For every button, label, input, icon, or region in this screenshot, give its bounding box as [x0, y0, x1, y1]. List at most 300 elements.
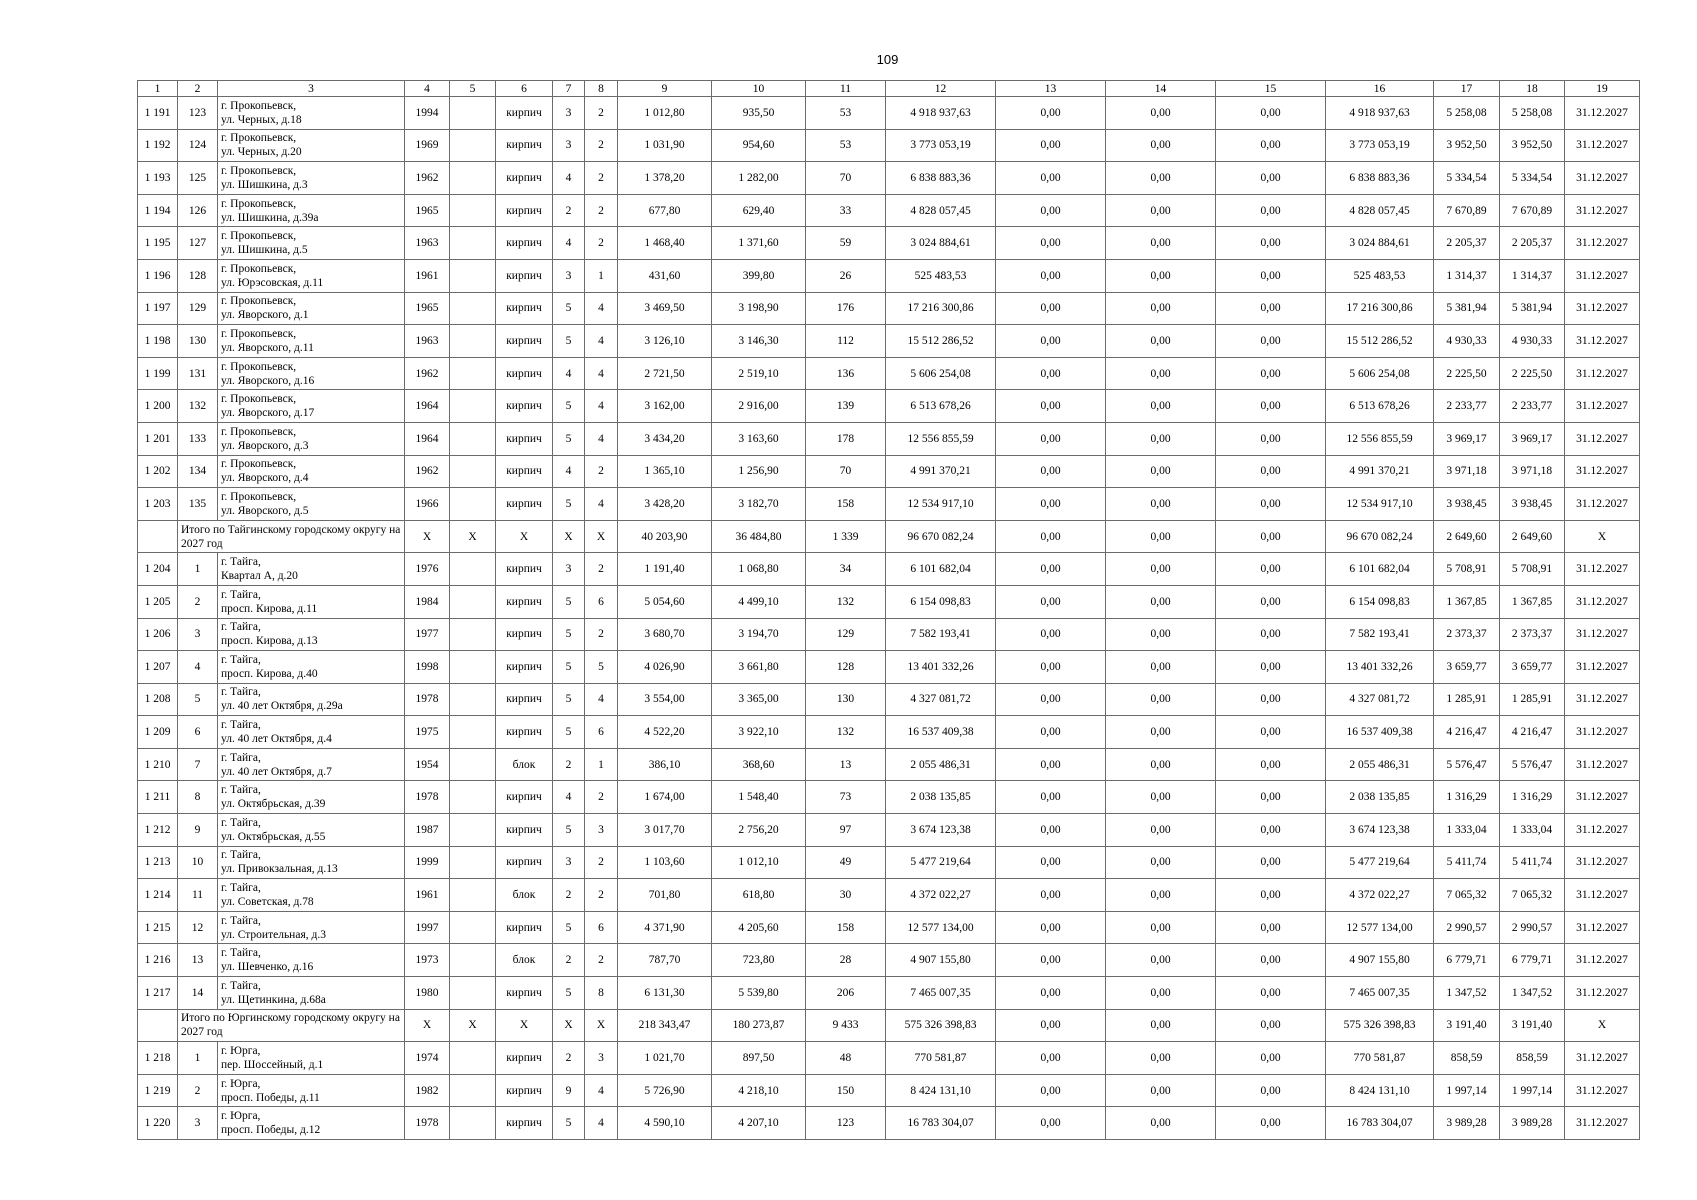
table-cell: 1961: [405, 879, 450, 912]
table-cell: 0,00: [1216, 553, 1326, 586]
table-cell: 0,00: [1216, 846, 1326, 879]
table-cell: 5: [553, 911, 585, 944]
table-cell: [450, 129, 496, 162]
table-cell: 3 952,50: [1500, 129, 1565, 162]
table-cell: 0,00: [996, 618, 1106, 651]
column-number: 15: [1216, 81, 1326, 97]
table-cell: 31.12.2027: [1565, 292, 1640, 325]
table-cell: 97: [806, 814, 886, 847]
column-number: 14: [1106, 81, 1216, 97]
table-row: [138, 683, 1640, 716]
address-street: ул. Шишкина, д.39а: [221, 211, 319, 224]
table-cell: 3 428,20: [618, 488, 712, 521]
address-city: г. Тайга,: [221, 947, 261, 960]
table-cell: 0,00: [1216, 259, 1326, 292]
table-cell: 15 512 286,52: [886, 325, 996, 358]
table-cell: 136: [806, 357, 886, 390]
table-cell: 4 590,10: [618, 1107, 712, 1140]
address-cell: [218, 911, 405, 944]
column-number-row: [138, 81, 1640, 97]
table-cell: 31.12.2027: [1565, 1074, 1640, 1107]
table-cell: 8 424 131,10: [886, 1074, 996, 1107]
table-cell: 677,80: [618, 194, 712, 227]
table-cell: 4 828 057,45: [886, 194, 996, 227]
table-cell: 1 068,80: [712, 553, 806, 586]
address-street: ул. Шишкина, д.3: [221, 178, 308, 191]
table-cell: 0,00: [1216, 488, 1326, 521]
table-row: [138, 194, 1640, 227]
table-cell: 4 499,10: [712, 585, 806, 618]
table-cell: 3 674 123,38: [886, 814, 996, 847]
table-cell: 1 997,14: [1434, 1074, 1500, 1107]
table-cell: 0,00: [1216, 814, 1326, 847]
table-cell: 5: [553, 390, 585, 423]
table-cell: 5: [553, 683, 585, 716]
table-cell: 5: [553, 814, 585, 847]
table-cell: 2 373,37: [1500, 618, 1565, 651]
table-row: [138, 162, 1640, 195]
table-cell: X: [1565, 520, 1640, 553]
address-city: г. Прокопьевск,: [221, 393, 297, 406]
table-cell: 2: [553, 879, 585, 912]
row-index: 131: [178, 357, 218, 390]
address-cell: [218, 683, 405, 716]
table-cell: 6 513 678,26: [1326, 390, 1434, 423]
table-cell: 1 468,40: [618, 227, 712, 260]
table-cell: 0,00: [1216, 781, 1326, 814]
table-cell: 9 433: [806, 1009, 886, 1042]
row-index: 14: [178, 977, 218, 1010]
table-cell: 525 483,53: [886, 259, 996, 292]
address-city: г. Тайга,: [221, 621, 261, 634]
column-number: 18: [1500, 81, 1565, 97]
table-row: [138, 325, 1640, 358]
table-cell: 0,00: [996, 1074, 1106, 1107]
table-cell: 1962: [405, 162, 450, 195]
table-cell: [450, 325, 496, 358]
table-cell: 5: [585, 651, 618, 684]
table-cell: 17 216 300,86: [1326, 292, 1434, 325]
table-cell: блок: [496, 944, 553, 977]
address-cell: [218, 227, 405, 260]
table-cell: 3 971,18: [1500, 455, 1565, 488]
table-row: [138, 488, 1640, 521]
row-index: 129: [178, 292, 218, 325]
table-cell: 0,00: [1216, 651, 1326, 684]
table-cell: 132: [806, 716, 886, 749]
column-number: 13: [996, 81, 1106, 97]
table-cell: 70: [806, 162, 886, 195]
table-cell: [450, 879, 496, 912]
table-cell: 31.12.2027: [1565, 781, 1640, 814]
address-city: г. Прокопьевск,: [221, 132, 297, 145]
table-cell: 1973: [405, 944, 450, 977]
table-cell: 4: [585, 325, 618, 358]
table-cell: X: [496, 520, 553, 553]
table-cell: 33: [806, 194, 886, 227]
table-cell: 31.12.2027: [1565, 227, 1640, 260]
row-index: 128: [178, 259, 218, 292]
table-cell: 0,00: [1106, 455, 1216, 488]
table-cell: 4 522,20: [618, 716, 712, 749]
table-cell: 1976: [405, 553, 450, 586]
table-cell: 2 649,60: [1434, 520, 1500, 553]
row-number: 1 201: [138, 422, 178, 455]
table-cell: 0,00: [996, 911, 1106, 944]
table-cell: 0,00: [996, 194, 1106, 227]
table-cell: [450, 585, 496, 618]
row-index: 7: [178, 748, 218, 781]
table-cell: кирпич: [496, 390, 553, 423]
table-cell: 3 989,28: [1500, 1107, 1565, 1140]
address-city: г. Тайга,: [221, 816, 261, 829]
table-cell: 12 556 855,59: [886, 422, 996, 455]
table-cell: кирпич: [496, 716, 553, 749]
table-cell: 48: [806, 1042, 886, 1075]
table-row: [138, 618, 1640, 651]
table-cell: 3 971,18: [1434, 455, 1500, 488]
table-cell: 0,00: [996, 488, 1106, 521]
table-cell: 2 990,57: [1500, 911, 1565, 944]
table-cell: [450, 1107, 496, 1140]
table-cell: 2: [585, 781, 618, 814]
table-cell: 40 203,90: [618, 520, 712, 553]
address-street: пер. Шоссейный, д.1: [221, 1059, 324, 1072]
table-cell: [450, 553, 496, 586]
table-cell: 0,00: [1106, 259, 1216, 292]
row-index: 9: [178, 814, 218, 847]
column-number: 19: [1565, 81, 1640, 97]
table-cell: 0,00: [1106, 977, 1216, 1010]
table-cell: 1 285,91: [1434, 683, 1500, 716]
address-city: г. Прокопьевск,: [221, 490, 297, 503]
table-cell: 6 131,30: [618, 977, 712, 1010]
table-cell: 1 012,10: [712, 846, 806, 879]
table-cell: кирпич: [496, 357, 553, 390]
table-cell: 1962: [405, 455, 450, 488]
table-cell: 5 708,91: [1434, 553, 1500, 586]
table-cell: 0,00: [996, 748, 1106, 781]
table-cell: 0,00: [1106, 748, 1216, 781]
table-cell: 7 670,89: [1434, 194, 1500, 227]
row-number: 1 196: [138, 259, 178, 292]
table-cell: X: [585, 520, 618, 553]
table-cell: 4 907 155,80: [886, 944, 996, 977]
row-number: 1 191: [138, 97, 178, 130]
address-city: г. Прокопьевск,: [221, 230, 297, 243]
table-cell: 15 512 286,52: [1326, 325, 1434, 358]
column-number: 9: [618, 81, 712, 97]
row-index: 133: [178, 422, 218, 455]
table-cell: 0,00: [996, 1042, 1106, 1075]
table-cell: X: [450, 520, 496, 553]
address-street: просп. Кирова, д.40: [221, 667, 318, 680]
table-row: [138, 1107, 1640, 1140]
address-street: ул. 40 лет Октября, д.7: [221, 765, 332, 778]
table-cell: 386,10: [618, 748, 712, 781]
table-row: [138, 259, 1640, 292]
table-cell: [450, 781, 496, 814]
table-cell: 1 316,29: [1500, 781, 1565, 814]
table-cell: 4 828 057,45: [1326, 194, 1434, 227]
table-cell: 3 661,80: [712, 651, 806, 684]
table-cell: [450, 390, 496, 423]
table-cell: 1: [585, 748, 618, 781]
table-cell: 1 367,85: [1434, 585, 1500, 618]
row-number: 1 220: [138, 1107, 178, 1140]
table-cell: 0,00: [1216, 194, 1326, 227]
table-cell: 2: [585, 944, 618, 977]
table-cell: 1 347,52: [1500, 977, 1565, 1010]
row-number: 1 207: [138, 651, 178, 684]
table-cell: 31.12.2027: [1565, 390, 1640, 423]
table-cell: 5: [553, 1107, 585, 1140]
table-cell: 3 659,77: [1434, 651, 1500, 684]
address-cell: [218, 357, 405, 390]
table-cell: 4 371,90: [618, 911, 712, 944]
table-cell: 2 990,57: [1434, 911, 1500, 944]
table-cell: 1965: [405, 194, 450, 227]
table-cell: 5: [553, 716, 585, 749]
address-city: г. Тайга,: [221, 784, 261, 797]
table-cell: 2: [553, 748, 585, 781]
table-cell: 2: [553, 194, 585, 227]
table-cell: 0,00: [1106, 911, 1216, 944]
table-cell: 31.12.2027: [1565, 1042, 1640, 1075]
address-city: г. Тайга,: [221, 751, 261, 764]
table-cell: 96 670 082,24: [886, 520, 996, 553]
table-cell: 31.12.2027: [1565, 97, 1640, 130]
table-row: [138, 1042, 1640, 1075]
table-cell: 2 721,50: [618, 357, 712, 390]
table-cell: 0,00: [1106, 781, 1216, 814]
table-row: [138, 781, 1640, 814]
table-cell: кирпич: [496, 911, 553, 944]
address-city: г. Прокопьевск,: [221, 262, 297, 275]
table-cell: 0,00: [1106, 846, 1216, 879]
table-cell: 3 989,28: [1434, 1107, 1500, 1140]
table-cell: 3 969,17: [1434, 422, 1500, 455]
table-cell: [450, 227, 496, 260]
table-cell: 1 316,29: [1434, 781, 1500, 814]
address-cell: [218, 162, 405, 195]
table-cell: 0,00: [1216, 162, 1326, 195]
table-cell: 130: [806, 683, 886, 716]
table-cell: 1 339: [806, 520, 886, 553]
table-cell: 1 285,91: [1500, 683, 1565, 716]
row-number: 1 211: [138, 781, 178, 814]
table-cell: кирпич: [496, 553, 553, 586]
table-cell: 31.12.2027: [1565, 488, 1640, 521]
table-cell: 0,00: [996, 325, 1106, 358]
row-number: 1 198: [138, 325, 178, 358]
table-cell: 2 038 135,85: [886, 781, 996, 814]
column-number: 10: [712, 81, 806, 97]
table-cell: 1978: [405, 1107, 450, 1140]
table-cell: 0,00: [1106, 651, 1216, 684]
total-row: [138, 1009, 1640, 1042]
table-cell: 2 519,10: [712, 357, 806, 390]
table-cell: 4 907 155,80: [1326, 944, 1434, 977]
column-number: 1: [138, 81, 178, 97]
table-cell: 0,00: [996, 977, 1106, 1010]
table-row: [138, 422, 1640, 455]
table-cell: 0,00: [996, 944, 1106, 977]
table-cell: кирпич: [496, 1074, 553, 1107]
row-number: 1 205: [138, 585, 178, 618]
table-cell: 0,00: [1216, 585, 1326, 618]
row-index: 134: [178, 455, 218, 488]
table-cell: 0,00: [996, 129, 1106, 162]
table-row: [138, 97, 1640, 130]
row-index: 10: [178, 846, 218, 879]
table-cell: 0,00: [1216, 129, 1326, 162]
address-cell: [218, 716, 405, 749]
row-index: 13: [178, 944, 218, 977]
row-number: 1 195: [138, 227, 178, 260]
empty-cell: [138, 520, 178, 553]
table-cell: 0,00: [1106, 1042, 1216, 1075]
row-index: 127: [178, 227, 218, 260]
address-cell: [218, 585, 405, 618]
row-number: 1 209: [138, 716, 178, 749]
table-row: [138, 651, 1640, 684]
table-cell: 4: [585, 1107, 618, 1140]
table-cell: 1994: [405, 97, 450, 130]
table-cell: 2 205,37: [1434, 227, 1500, 260]
table-cell: 629,40: [712, 194, 806, 227]
table-cell: 4: [585, 488, 618, 521]
address-cell: [218, 651, 405, 684]
table-cell: 96 670 082,24: [1326, 520, 1434, 553]
table-cell: 3: [585, 814, 618, 847]
table-cell: 5 606 254,08: [1326, 357, 1434, 390]
table-cell: 1 997,14: [1500, 1074, 1565, 1107]
table-cell: 5 258,08: [1500, 97, 1565, 130]
table-cell: 1 031,90: [618, 129, 712, 162]
row-index: 3: [178, 1107, 218, 1140]
row-index: 11: [178, 879, 218, 912]
table-cell: 1 314,37: [1500, 259, 1565, 292]
table-row: [138, 879, 1640, 912]
table-row: [138, 748, 1640, 781]
table-cell: 0,00: [996, 651, 1106, 684]
table-cell: [450, 1042, 496, 1075]
table-cell: 31.12.2027: [1565, 259, 1640, 292]
table-cell: 4 218,10: [712, 1074, 806, 1107]
table-cell: 2 233,77: [1500, 390, 1565, 423]
row-number: 1 204: [138, 553, 178, 586]
table-row: [138, 911, 1640, 944]
table-cell: 2 038 135,85: [1326, 781, 1434, 814]
table-cell: 1969: [405, 129, 450, 162]
table-cell: 5: [553, 618, 585, 651]
address-city: г. Тайга,: [221, 914, 261, 927]
table-cell: 0,00: [996, 1009, 1106, 1042]
table-cell: 5: [553, 488, 585, 521]
table-cell: 3 773 053,19: [1326, 129, 1434, 162]
table-cell: [450, 651, 496, 684]
row-index: 1: [178, 553, 218, 586]
table-row: [138, 1074, 1640, 1107]
table-cell: 0,00: [1106, 488, 1216, 521]
address-cell: [218, 259, 405, 292]
table-cell: 0,00: [1216, 1009, 1326, 1042]
table-cell: 1 333,04: [1500, 814, 1565, 847]
table-cell: 7 582 193,41: [1326, 618, 1434, 651]
address-cell: [218, 977, 405, 1010]
table-cell: 3 469,50: [618, 292, 712, 325]
table-cell: 1 378,20: [618, 162, 712, 195]
address-city: г. Прокопьевск,: [221, 425, 297, 438]
table-cell: 5 477 219,64: [1326, 846, 1434, 879]
row-number: 1 200: [138, 390, 178, 423]
table-cell: 5 381,94: [1434, 292, 1500, 325]
table-row: [138, 977, 1640, 1010]
table-cell: 0,00: [996, 162, 1106, 195]
table-cell: 6 154 098,83: [1326, 585, 1434, 618]
address-street: ул. Яворского, д.16: [221, 374, 315, 387]
table-cell: 3: [553, 846, 585, 879]
table-cell: 31.12.2027: [1565, 911, 1640, 944]
address-cell: [218, 748, 405, 781]
address-city: г. Прокопьевск,: [221, 295, 297, 308]
table-cell: кирпич: [496, 585, 553, 618]
table-cell: 3 126,10: [618, 325, 712, 358]
table-cell: 2: [585, 227, 618, 260]
table-cell: 0,00: [996, 422, 1106, 455]
row-index: 5: [178, 683, 218, 716]
table-cell: 1 191,40: [618, 553, 712, 586]
table-cell: 0,00: [1106, 1074, 1216, 1107]
table-cell: 0,00: [996, 520, 1106, 553]
table-cell: 6 101 682,04: [1326, 553, 1434, 586]
table-cell: 132: [806, 585, 886, 618]
table-cell: 4 991 370,21: [1326, 455, 1434, 488]
row-number: 1 197: [138, 292, 178, 325]
table-cell: 1 314,37: [1434, 259, 1500, 292]
table-cell: 1963: [405, 325, 450, 358]
table-cell: X: [405, 1009, 450, 1042]
table-cell: 0,00: [996, 683, 1106, 716]
table-cell: 0,00: [1106, 879, 1216, 912]
table-cell: 0,00: [1216, 977, 1326, 1010]
address-cell: [218, 553, 405, 586]
table-cell: кирпич: [496, 325, 553, 358]
table-cell: 0,00: [996, 292, 1106, 325]
table-cell: 31.12.2027: [1565, 846, 1640, 879]
row-number: 1 216: [138, 944, 178, 977]
table-cell: 17 216 300,86: [886, 292, 996, 325]
table-cell: 31.12.2027: [1565, 585, 1640, 618]
address-street: ул. Привокзальная, д.13: [221, 863, 338, 876]
table-body: [138, 81, 1640, 1140]
table-cell: 4 991 370,21: [886, 455, 996, 488]
address-street: ул. 40 лет Октября, д.29а: [221, 700, 343, 713]
table-cell: 34: [806, 553, 886, 586]
table-cell: 3 773 053,19: [886, 129, 996, 162]
table-cell: 5: [553, 585, 585, 618]
row-index: 2: [178, 585, 218, 618]
table-cell: 2: [585, 97, 618, 130]
table-cell: 5: [553, 292, 585, 325]
table-cell: [450, 716, 496, 749]
address-street: ул. Октябрьская, д.55: [221, 830, 326, 843]
table-cell: 431,60: [618, 259, 712, 292]
address-cell: [218, 488, 405, 521]
address-street: ул. Яворского, д.4: [221, 472, 309, 485]
table-cell: 12 556 855,59: [1326, 422, 1434, 455]
